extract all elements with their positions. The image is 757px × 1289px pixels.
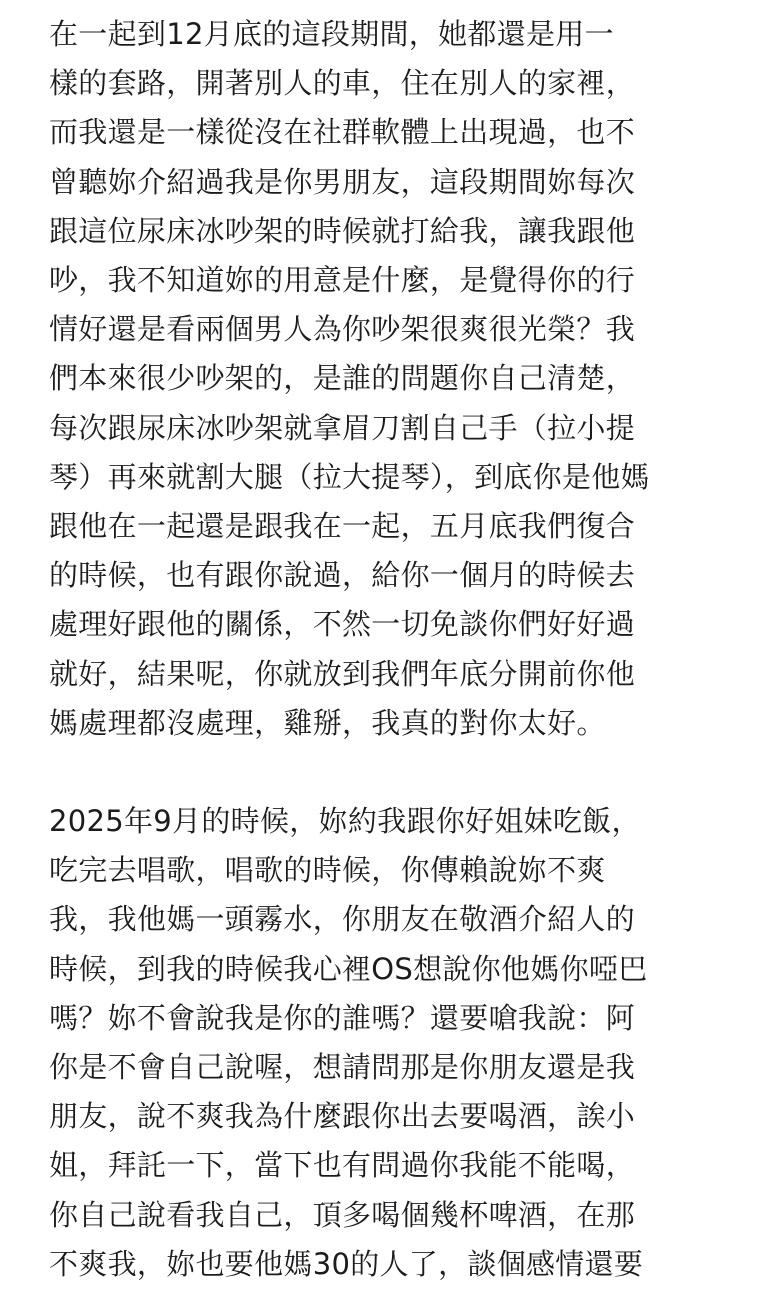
text-line: 朋友，說不爽我為什麼跟你出去要喝酒，誒小 [49, 1099, 636, 1134]
text-line: 而我還是一樣從沒在社群軟體上出現過，也不 [49, 115, 636, 150]
text-line: 我，我他媽一頭霧水，你朋友在敬酒介紹人的 [49, 902, 636, 937]
text-line: 時候，到我的時候我心裡OS想說你他媽你啞巴 [49, 951, 648, 986]
text-line: 就好，結果呢，你就放到我們年底分開前你他 [49, 656, 636, 691]
post-body [49, 10, 739, 1289]
text-line: 在一起到12月底的這段期間，她都還是用一 [49, 17, 614, 51]
text-line: 們本來很少吵架的，是誰的問題你自己清楚， [49, 361, 636, 396]
text-line: 跟他在一起還是跟我在一起，五月底我們復合 [49, 509, 636, 544]
text-line: 媽處理都沒處理，雞掰，我真的對你太好。 [49, 705, 606, 740]
text-line: 吵，我不知道妳的用意是什麼，是覺得你的行 [49, 263, 636, 298]
text-line: 的時候，也有跟你說過，給你一個月的時候去 [49, 558, 636, 593]
text-line: 琴）再來就割大腿（拉大提琴），到底你是他媽 [49, 459, 650, 494]
text-line: 嗎？妳不會說我是你的誰嗎？還要嗆我說：阿 [49, 1000, 636, 1035]
text-line: 姐，拜託一下，當下也有問過你我能不能喝， [49, 1148, 636, 1183]
text-line: 處理好跟他的關係，不然一切免談你們好好過 [49, 607, 636, 642]
paragraph-spacer [49, 748, 739, 797]
paragraph-1 [49, 10, 739, 748]
text-line: 曾聽妳介紹過我是你男朋友，這段期間妳每次 [49, 164, 636, 199]
text-line: 你是不會自己說喔，想請問那是你朋友還是我 [49, 1050, 636, 1085]
text-line: 樣的套路，開著別人的車，住在別人的家裡， [49, 66, 636, 101]
text-line: 不爽我，妳也要他媽30的人了，談個感情還要 [49, 1246, 644, 1281]
text-line: 跟這位尿床冰吵架的時候就打給我，讓我跟他 [49, 213, 636, 248]
text-line: 每次跟尿床冰吵架就拿眉刀割自己手（拉小提 [49, 410, 636, 445]
text-line: 2025年9月的時候，妳約我跟你好姐妹吃飯， [49, 804, 641, 839]
text-line: 你自己說看我自己，頂多喝個幾杯啤酒，在那 [49, 1197, 636, 1232]
text-line: 情好還是看兩個男人為你吵架很爽很光榮？我 [49, 312, 636, 347]
paragraph-2 [49, 797, 739, 1289]
text-line: 吃完去唱歌，唱歌的時候，你傳賴說妳不爽 [49, 853, 606, 888]
